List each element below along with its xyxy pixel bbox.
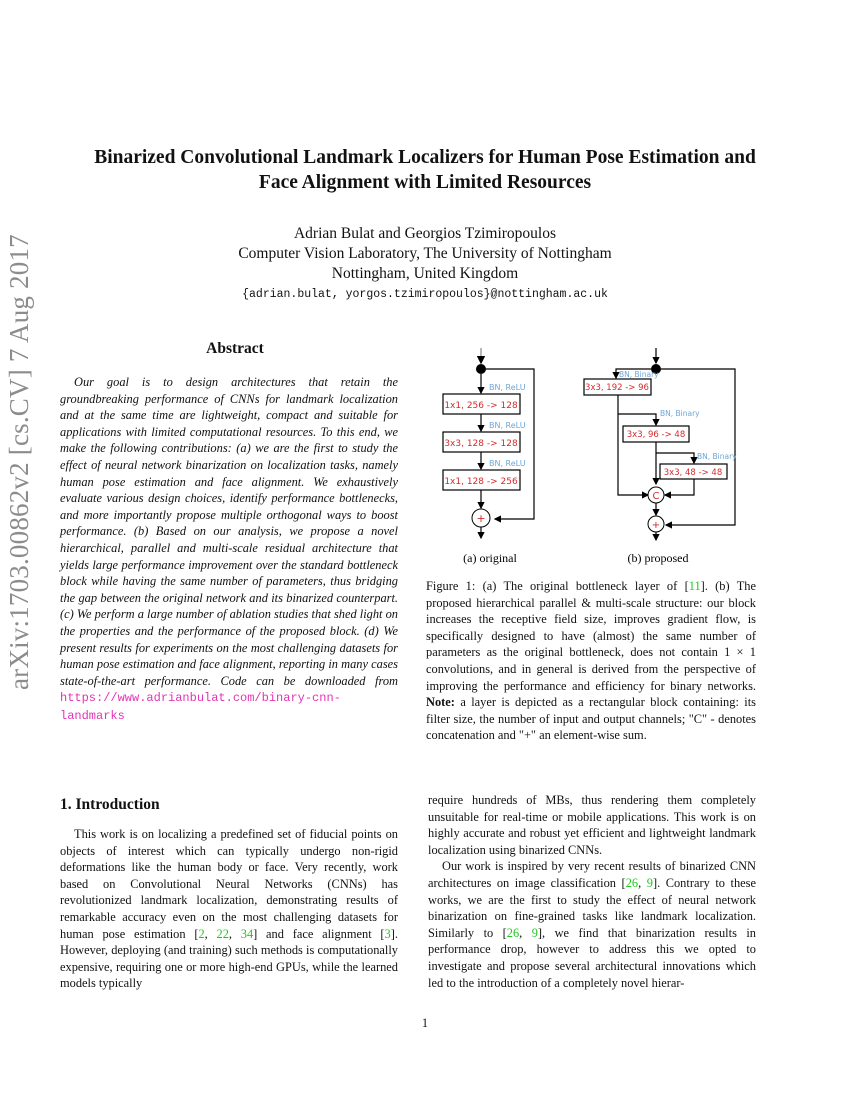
title-line-2: Face Alignment with Limited Resources bbox=[258, 172, 592, 193]
paper-title bbox=[60, 145, 790, 195]
intro-paragraph-1: This work is on localizing a predefined set of fiducial points on objects of interest which can typically undergo non-rigid deformations like the human body or face. Very recently, work based on Convolutional Neural Networks (CNNs) has revolutionized landmark localization, demonstrating results of remarkable accuracy even on the most challenging datasets for human pose estimation [2, 22, 34] and face alignment [3]. However, deploying (and training) such methods is computationally expensive, requiring one or more high-end GPUs, while the learned models typically bbox=[60, 827, 398, 991]
note-label: Note: bbox=[426, 695, 455, 710]
page-number: 1 bbox=[421, 1016, 429, 1030]
introduction-col-right bbox=[428, 792, 756, 991]
op-label: BN, ReLU bbox=[489, 383, 526, 392]
proposed-block bbox=[584, 348, 737, 540]
op-label: BN, ReLU bbox=[489, 421, 526, 430]
intro-paragraph-2: Our work is inspired by very recent results of binarized CNN architectures on image classification [26, 9]. Contrary to these works, we are the first to study the effect of neural network binarization on fine-grained tasks like landmark localization. Similarly to [26, 9], we find that binarization results in performance drop, however to address this we opted to investigate and propose several architectural innovations which led to the introduction of a completely novel hierar- bbox=[428, 859, 756, 990]
citation-link[interactable]: 11 bbox=[688, 579, 701, 593]
authors: Adrian Bulat and Georgios Tzimiropoulos bbox=[293, 225, 557, 242]
caption-text: Figure 1: (a) The original bottleneck layer of [ bbox=[426, 579, 689, 593]
location: Nottingham, United Kingdom bbox=[331, 265, 519, 282]
text: ], we find that binarization results in performance drop, however to address this we opted to investigate and propose several architectural innovations which led to the introduction of a completely novel hierar- bbox=[428, 925, 756, 990]
text: ]. Contrary to these works, we are the first to study the effect of neural network binarization on fine-grained tasks like landmark localization. Similarly to [ bbox=[428, 875, 756, 940]
citation-link[interactable]: 2 bbox=[198, 926, 205, 941]
introduction-heading: 1. Introduction bbox=[60, 796, 160, 813]
caption-text: a layer is depicted as a rectangular block containing: its filter size, the number of input and output channels; "C" - denotes concatenation and "+" an element-wise sum. bbox=[426, 695, 756, 743]
op-label: BN, Binary bbox=[619, 370, 659, 379]
text: This work is on localizing a predefined set of fiducial points on objects of interest which can typically undergo non-rigid deformations like the human body or face. Very recently, work based on Convolutional Neural Networks (CNNs) has revolutionized landmark localization, demonstrating results of remarkable accuracy even on the most challenging datasets for human pose estimation [ bbox=[60, 827, 398, 941]
citation-link[interactable]: 26 bbox=[506, 925, 520, 940]
author-block bbox=[60, 224, 790, 284]
affiliation: Computer Vision Laboratory, The University of Nottingham bbox=[238, 245, 612, 262]
subfigure-label-a: (a) original bbox=[463, 551, 517, 565]
arxiv-stamp: arXiv:1703.00862v2 [cs.CV] 7 Aug 2017 bbox=[4, 234, 34, 690]
figure-1-diagram bbox=[420, 345, 800, 570]
op-label: BN, Binary bbox=[660, 409, 700, 418]
code-link[interactable]: https://www.adrianbulat.com/binary-cnn-landmarks bbox=[60, 691, 341, 723]
text: Our work is inspired by very recent results of binarized CNN architectures on image classification [ bbox=[428, 859, 756, 890]
layer-label: 1x1, 128 -> 256 bbox=[444, 477, 518, 487]
introduction-col-left bbox=[60, 826, 398, 992]
layer-label: 3x3, 128 -> 128 bbox=[444, 439, 518, 449]
split-node bbox=[476, 364, 486, 374]
concat-symbol: C bbox=[652, 491, 660, 502]
sum-symbol: + bbox=[651, 520, 661, 531]
author-email: {adrian.bulat, yorgos.tzimiropoulos}@nottingham.ac.uk bbox=[242, 288, 608, 301]
figure-1-caption bbox=[426, 578, 756, 744]
layer-label: 1x1, 256 -> 128 bbox=[444, 401, 518, 411]
layer-label: 3x3, 192 -> 96 bbox=[585, 383, 649, 393]
subfigure-label-b: (b) proposed bbox=[627, 551, 689, 565]
abstract-body: Our goal is to design architectures that retain the groundbreaking performance of CNNs for landmark localization and at the same time are lightweight, compact and suitable for applications with limited computational resources. To this end, we make the following contributions: (a) we are the first to study the effect of neural network binarization on localization tasks, namely human pose estimation and face alignment. We exhaustively evaluate various design choices, identify performance bottlenecks, and more importantly propose multiple orthogonal ways to boost performance. (b) Based on our analysis, we propose a novel hierarchical, parallel and multi-scale residual architecture that yields large performance improvement over the standard bottleneck block while having the same number of parameters, thus bridging the gap between the original network and its binarized counterpart. (c) We perform a large number of ablation studies that shed light on the properties and the performance of the proposed block. (d) We present results for experiments on the most challenging datasets for human pose estimation and face alignment, reporting in many cases state-of-the-art performance. Code can be downloaded from bbox=[60, 375, 398, 688]
title-line-1: Binarized Convolutional Landmark Localizers for Human Pose Estimation and bbox=[94, 147, 756, 168]
caption-text: ]. (b) The proposed hierarchical parallel & multi-scale structure: our block increases the receptive field size, improves gradient flow, is specifically designed to have (almost) the same number of parameters as the original bottleneck, does not contain 1 × 1 convolutions, and in general is derived from the perspective of improving the performance and efficiency for binary networks. bbox=[426, 579, 756, 693]
text: ] and face alignment [ bbox=[253, 926, 385, 941]
citation-link[interactable]: 9 bbox=[531, 925, 538, 940]
original-bottleneck bbox=[443, 348, 534, 538]
sum-symbol: + bbox=[476, 512, 486, 525]
abstract-heading: Abstract bbox=[206, 340, 264, 357]
text: ]. However, deploying (and training) such methods is computationally expensive, requiring one or more high-end GPUs, while the learned models typically bbox=[60, 926, 398, 991]
citation-link[interactable]: 9 bbox=[646, 875, 653, 890]
citation-link[interactable]: 26 bbox=[625, 875, 639, 890]
op-label: BN, Binary bbox=[697, 452, 737, 461]
layer-label: 3x3, 96 -> 48 bbox=[626, 430, 686, 440]
citation-link[interactable]: 3 bbox=[384, 926, 391, 941]
citation-link[interactable]: 22 bbox=[216, 926, 229, 941]
op-label: BN, ReLU bbox=[489, 459, 526, 468]
intro-paragraph-1-cont: require hundreds of MBs, thus rendering them completely unsuitable for real-time or mobile applications. This work is on highly accurate and robust yet efficient and lightweight landmark localization using binarized CNNs. bbox=[428, 793, 756, 857]
citation-link[interactable]: 34 bbox=[240, 926, 254, 941]
abstract-text bbox=[60, 374, 398, 724]
layer-label: 3x3, 48 -> 48 bbox=[663, 468, 723, 478]
